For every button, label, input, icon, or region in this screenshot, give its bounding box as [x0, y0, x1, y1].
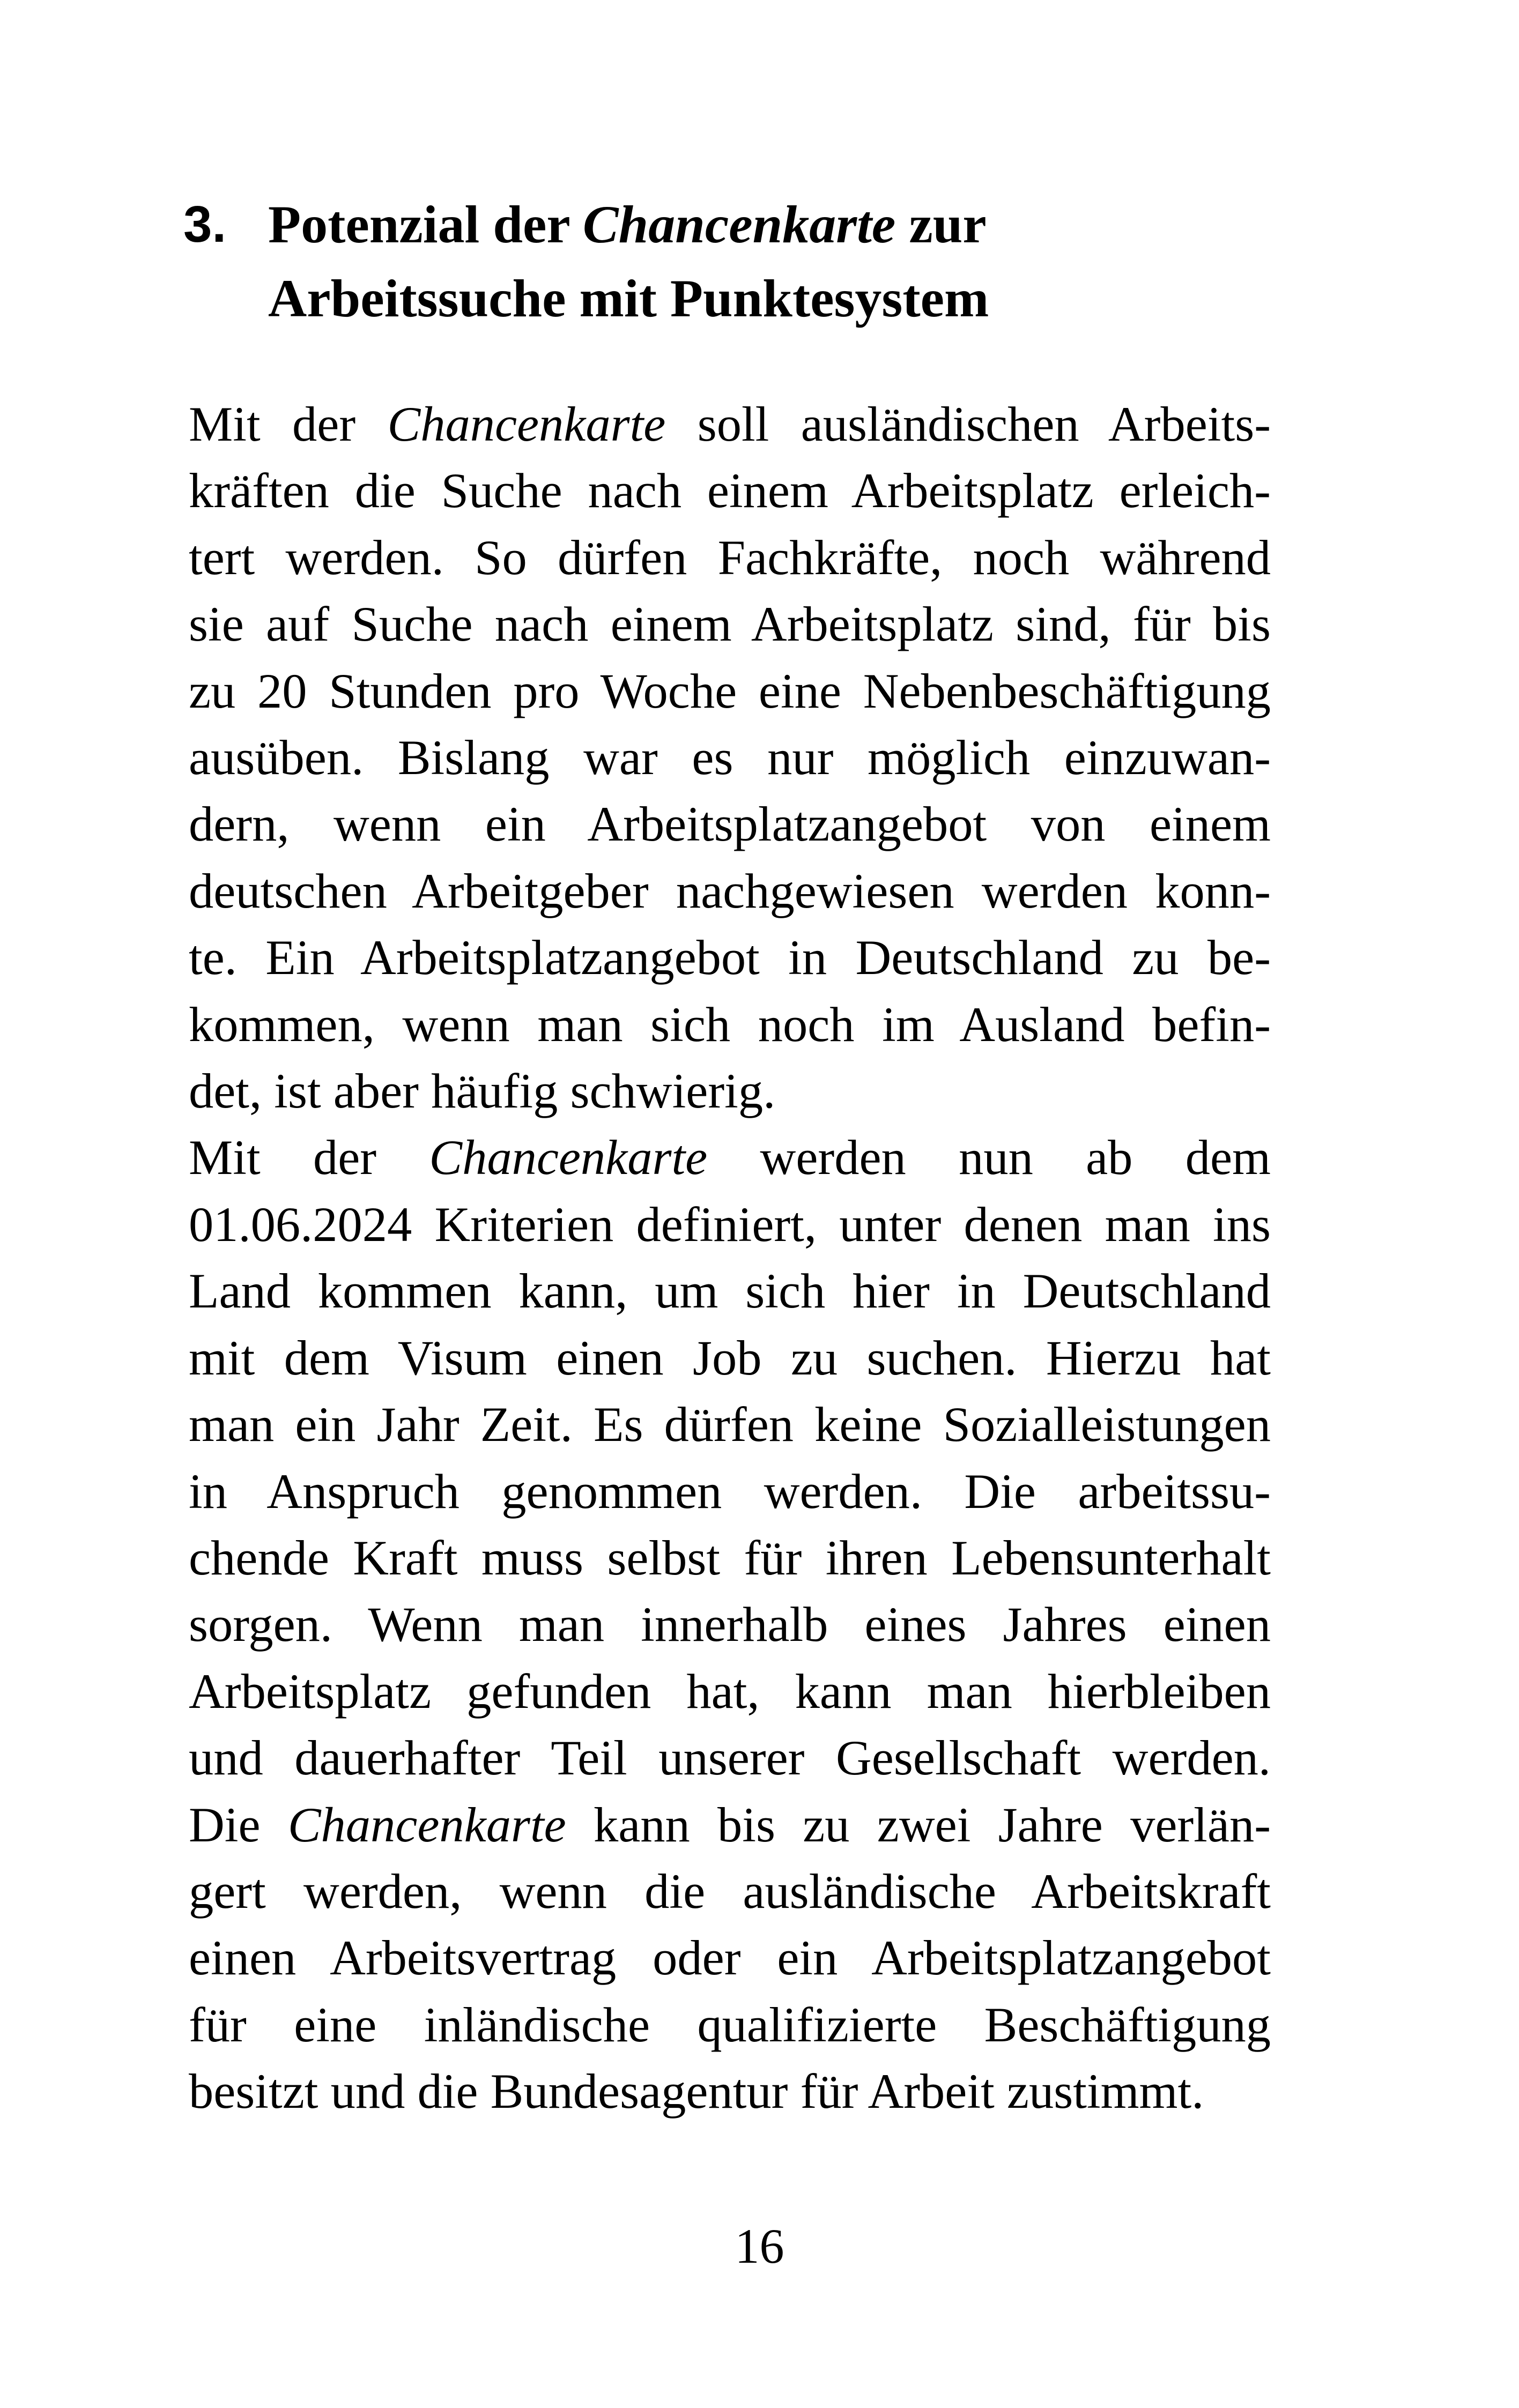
text-span: werden nun ab dem [707, 1131, 1271, 1186]
section-number: 3. [183, 196, 227, 253]
text-line: 01.06.2024 Kriterien definiert, unter denen man ins [189, 1197, 1271, 1252]
text-line: sie auf Suche nach einem Arbeitsplatz sind, für bis [189, 597, 1271, 652]
italic-term: Chancenkarte [429, 1131, 708, 1186]
italic-term: Chancenkarte [387, 397, 666, 452]
text-line [189, 391, 1271, 458]
section-heading [183, 188, 1272, 336]
text-line: zu 20 Stunden pro Woche eine Nebenbeschäftigung [189, 664, 1271, 719]
italic-term: Chancenkarte [287, 1797, 566, 1853]
title-text: Potenzial der [268, 195, 583, 254]
title-italic-term: Chancenkarte [582, 195, 896, 254]
text-span: Die [189, 1797, 288, 1853]
paragraph-2 [189, 1125, 1271, 2125]
text-line: dern, wenn ein Arbeitsplatzangebot von einem [189, 797, 1271, 852]
section-title-line-1 [268, 188, 989, 262]
paragraph-1 [189, 391, 1271, 1125]
text-line: kommen, wenn man sich noch im Ausland befin- [189, 997, 1271, 1052]
text-line: chende Kraft muss selbst für ihren Lebensunterhalt [189, 1530, 1271, 1586]
text-line: besitzt und die Bundesagentur für Arbeit zustimmt. [189, 2064, 1204, 2120]
text-line: det, ist aber häufig schwierig. [189, 1064, 776, 1119]
text-line: gert werden, wenn die ausländische Arbeitskraft [189, 1864, 1271, 1919]
page-number: 16 [735, 2219, 784, 2273]
text-span: Mit der [189, 1131, 429, 1186]
section-title-line-2: Arbeitssuche mit Punktesystem [268, 269, 989, 328]
text-line: deutschen Arbeitgeber nachgewiesen werden konn- [189, 864, 1271, 919]
text-line [189, 1125, 1271, 1191]
section-title [268, 188, 989, 336]
text-line: ausüben. Bislang war es nur möglich einzuwan- [189, 731, 1271, 786]
text-line: und dauerhafter Teil unserer Gesellschaft werden. [189, 1731, 1271, 1786]
text-span: kann bis zu zwei Jahre verlän- [566, 1797, 1271, 1853]
text-span: soll ausländischen Arbeits- [665, 397, 1271, 452]
text-line: einen Arbeitsvertrag oder ein Arbeitsplatzangebot [189, 1931, 1271, 1986]
body-text [189, 391, 1271, 2125]
text-line: mit dem Visum einen Job zu suchen. Hierzu hat [189, 1331, 1271, 1386]
text-line: für eine inländische qualifizierte Beschäftigung [189, 1997, 1271, 2053]
text-line: man ein Jahr Zeit. Es dürfen keine Sozialleistungen [189, 1398, 1271, 1453]
text-line: Arbeitsplatz gefunden hat, kann man hierbleiben [189, 1664, 1271, 1719]
text-line [189, 1792, 1271, 1859]
text-line: kräften die Suche nach einem Arbeitsplatz erleich- [189, 464, 1271, 519]
title-text: zur [895, 195, 987, 254]
text-line: in Anspruch genommen werden. Die arbeitssu- [189, 1464, 1271, 1519]
text-line: sorgen. Wenn man innerhalb eines Jahres einen [189, 1597, 1271, 1653]
text-line: Land kommen kann, um sich hier in Deutschland [189, 1264, 1271, 1319]
text-span: Mit der [189, 397, 388, 452]
text-line: te. Ein Arbeitsplatzangebot in Deutschland zu be- [189, 931, 1271, 986]
text-line: tert werden. So dürfen Fachkräfte, noch während [189, 530, 1271, 585]
